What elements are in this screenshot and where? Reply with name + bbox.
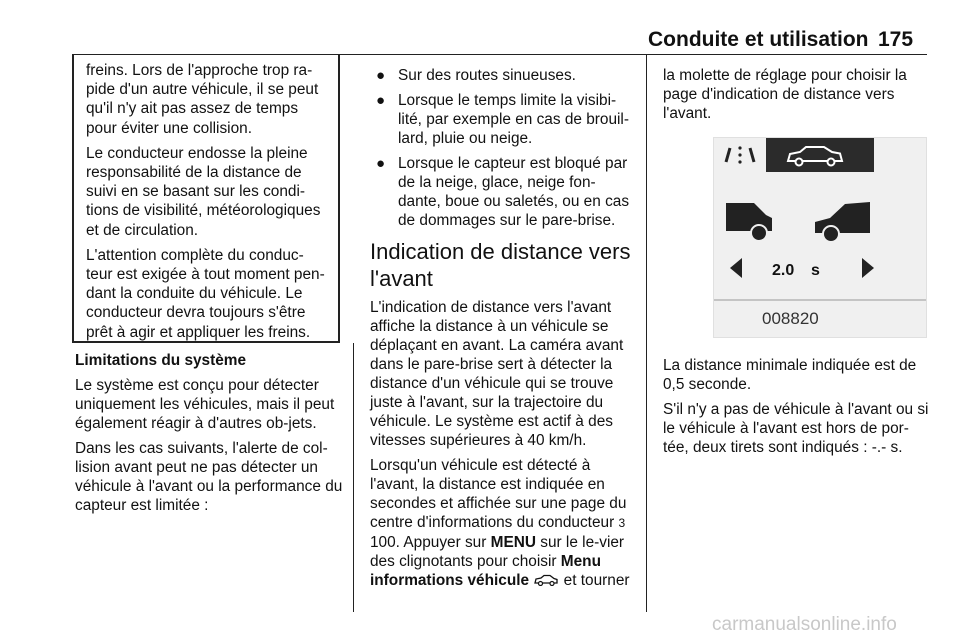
lane-icon [726,146,754,163]
text-run: Lorsqu'un véhicule est détecté à l'avant, la distance est indiquée en secondes et affichée sur une page du centre d'informations du conducteur [370,457,627,531]
warning-paragraph: freins. Lors de l'approche trop ra-pide d'un autre véhicule, il se peut qu'il n'y ait pas assez de temps pour éviter une collision. [86,62,319,137]
distance-unit: s [811,262,820,279]
odometer-value: 008820 [762,309,819,328]
lead-car-icon [815,202,870,242]
text-run: sur le le-vier des clignotants pour choisir [370,534,625,570]
column-1-lower [75,351,343,521]
own-car-rear-icon [726,203,772,241]
warning-box [72,54,340,343]
warning-paragraph: L'attention complète du conduc-teur est exigée à tout moment pen-dant la conduite du véhicule. Le conducteur devra toujours s'être prêt à agir et appliquer les freins. [86,246,325,341]
bullet-item [370,154,636,230]
page-number: 175 [878,28,914,51]
distance-value: 2.0 [772,262,795,279]
text-run: 100. Appuyer sur [370,534,491,551]
watermark: carmanualsonline.info [712,614,897,635]
distance-paragraph: L'indication de distance vers l'avant affiche la distance à un véhicule se déplaçant en avant. La caméra avant dans le pare-brise sert à détecter la distance d'un véhicule qui se trouve juste à l'avant, sur la trajectoire du véhicule. Le système est actif à des vitesses supérieures à 40 km/h. [370,299,624,449]
bullet-text: Lorsque le temps limite la visibi-lité, par exemple en cas de brouil-lard, pluie ou neige. [398,92,629,147]
bullet-dot-icon: ● [376,67,386,84]
limitations-paragraph: Le système est conçu pour détecter uniquement les véhicules, mais il peut également réagir à d'autres ob-jets. [75,377,335,432]
vehicle-tab [766,138,874,172]
continued-paragraph: la molette de réglage pour choisir la page d'indication de distance vers l'avant. [663,67,907,122]
column-2 [370,66,636,596]
page-reference-arrow-icon: 3 [618,516,626,530]
limitations-paragraph: Dans les cas suivants, l'alerte de col-lision avant peut ne pas détecter un véhicule à l'avant ou la performance du capteur est limitée : [75,440,343,514]
minimum-distance-paragraph: La distance minimale indiquée est de 0,5 seconde. [663,357,917,393]
bullet-dot-icon: ● [376,155,386,172]
section-heading: Indication de distance vers l'avant [370,239,631,291]
bullet-text: Sur des routes sinueuses. [398,67,576,84]
running-header-title: Conduite et utilisation [648,28,869,51]
bullet-dot-icon: ● [376,92,386,109]
bullet-item [370,91,636,148]
right-arrow-icon [862,258,874,278]
menu-info-label: Menu informations véhicule [370,553,601,589]
column-3-top [663,66,929,129]
bullet-item [370,66,636,85]
column-divider-left [353,343,354,612]
column-divider-right [646,54,647,612]
menu-button-label: MENU [490,534,536,551]
left-arrow-icon [730,258,742,278]
column-3-bottom [663,356,929,463]
text-run: et tourner [563,572,630,589]
limitation-bullets [370,66,636,230]
distance-display-illustration [713,137,927,338]
vehicle-menu-icon [533,572,559,589]
bullet-text: Lorsque le capteur est bloqué par de la neige, glace, neige fon-dante, boue ou saletés, ou en cas de dommages sur le pare-brise. [398,155,630,229]
limitations-heading: Limitations du système [75,352,247,369]
distance-paragraph-2 [370,456,636,590]
warning-paragraph: Le conducteur endosse la pleine responsabilité de la distance de suivi en se basant sur les condi-tions de visibilité, météorologiques et de circulation. [86,144,321,239]
no-vehicle-paragraph: S'il n'y a pas de véhicule à l'avant ou si le véhicule à l'avant est hors de por-tée, deux tirets sont indiqués : -.- s. [663,401,929,456]
